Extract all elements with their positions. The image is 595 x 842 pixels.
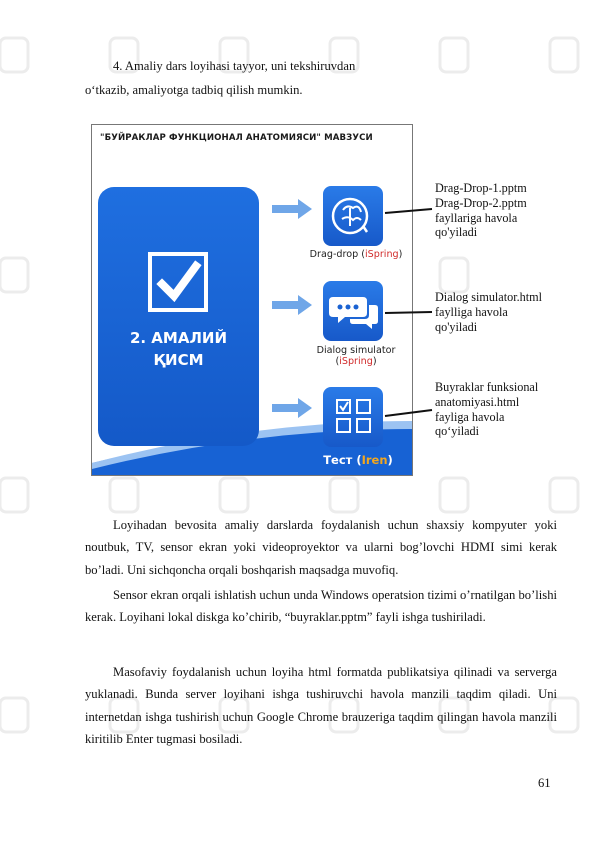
callout-drag-drop bbox=[435, 181, 575, 240]
callout-line: Drag-Drop-1.pptm bbox=[435, 181, 527, 195]
checkbox-grid-icon bbox=[323, 387, 383, 447]
arrow-right-icon bbox=[272, 199, 312, 219]
callout-dialog-simulator bbox=[435, 290, 575, 334]
main-section-title-line-2: ҚИСМ bbox=[153, 351, 204, 369]
callout-line: fayliga havola bbox=[435, 409, 505, 424]
dialog-simulator-tile[interactable] bbox=[323, 281, 383, 341]
callout-line: qo'yiladi bbox=[435, 319, 478, 334]
arrow-right-icon bbox=[272, 295, 312, 315]
callout-line: Dialog simulator.html bbox=[435, 290, 542, 304]
main-section-title bbox=[98, 327, 259, 371]
callout-line: Buyraklar funksional bbox=[435, 380, 539, 394]
test-tile[interactable] bbox=[323, 387, 383, 447]
intro-line-2: o‘tkazib, amaliyotga tadbiq qilish mumkin. bbox=[85, 83, 303, 97]
dialog-simulator-label bbox=[296, 345, 413, 367]
callout-line: qo‘yiladi bbox=[435, 424, 480, 439]
body-paragraph: Sensor ekran orqali ishlatish uchun unda Windows operatsion tizimi o’rnatilgan bo’lishi kerak. Loyihani lokal diskga ko’chirib, “buyraklar.pptm” fayli ishga tushiriladi. bbox=[85, 588, 557, 625]
page-number: 61 bbox=[538, 776, 551, 790]
checkmark-icon bbox=[148, 252, 208, 312]
body-paragraph: Masofaviy foydalanish uchun loyiha html formatda publikatsiya qilinadi va serverga yuklanadi. Bunda server loyihani ishga tushiruvchi havola manzili taqdim qiladi. Uni internetdan ishga tushirish uchun Google Chrome brauzeriga taqdim qilingan havola manzili kiritilib Enter tugmasi bosiladi. bbox=[85, 665, 557, 747]
chat-bubbles-icon bbox=[323, 281, 383, 341]
main-section-title-line-1: 2. АМАЛИЙ bbox=[129, 329, 228, 347]
callout-line: fayllariga havola bbox=[435, 210, 518, 225]
structure-figure bbox=[91, 124, 413, 476]
arrow-right-icon bbox=[272, 398, 312, 418]
callout-buyraklar bbox=[435, 380, 575, 439]
figure-title: "БУЙРАКЛАР ФУНКЦИОНАЛ АНАТОМИЯСИ" МАВЗУСИ bbox=[100, 133, 373, 143]
callout-line: Drag-Drop-2.pptm bbox=[435, 195, 527, 210]
callout-line: faylliga havola bbox=[435, 304, 508, 319]
callout-line: anatomiyasi.html bbox=[435, 394, 520, 409]
brain-icon bbox=[323, 186, 383, 246]
drag-drop-label: Drag-drop (iSpring) bbox=[309, 249, 403, 260]
body-paragraph: Loyihadan bevosita amaliy darslarda foydalanish uchun shaxsiy kompyuter yoki noutbuk, TV, sensor ekran yoki videoproyektor va ularni bog’lovchi HDMI simi kerak bo’ladi. Uni sichqoncha orqali boshqarish maqsadga muvofiq. bbox=[85, 518, 557, 577]
drag-drop-tile[interactable] bbox=[323, 186, 383, 246]
callout-line: qo'yiladi bbox=[435, 225, 478, 240]
dialog-simulator-label-line-1: Dialog simulator bbox=[316, 345, 396, 356]
intro-line-1: 4. Amaliy dars loyihasi tayyor, uni tekshiruvdan bbox=[113, 59, 356, 73]
test-label: Тест (Iren) bbox=[323, 453, 393, 467]
dialog-simulator-label-line-2: (iSpring) bbox=[335, 356, 377, 367]
main-section-card bbox=[98, 187, 259, 446]
